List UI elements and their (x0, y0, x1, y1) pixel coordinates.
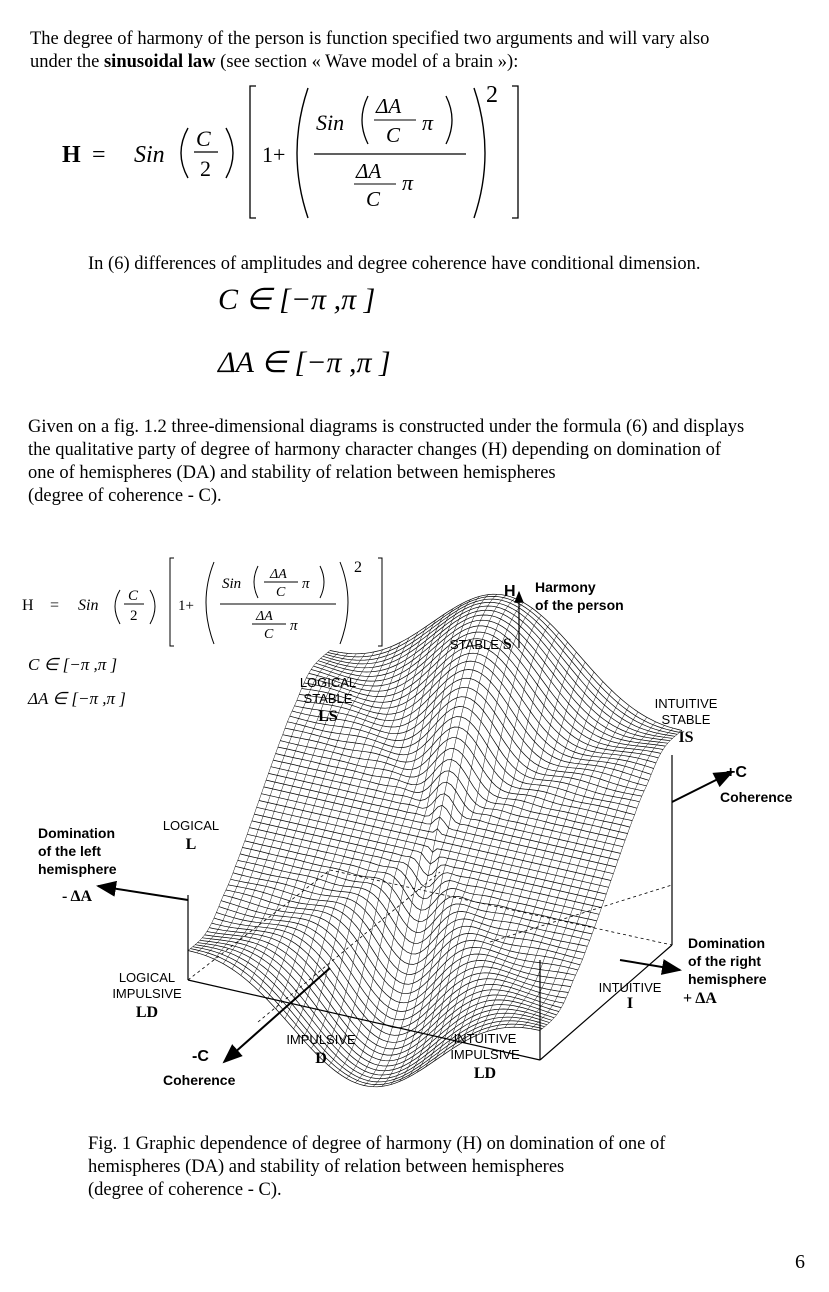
fig-formula-c: C (128, 588, 139, 604)
fig-c-range: C ∈ [−π ,π ] (28, 655, 118, 674)
label-logical (158, 818, 224, 856)
surface-line-a (443, 662, 585, 1055)
label-axis-h: H (504, 583, 516, 600)
formula-sin-2: Sin (316, 110, 345, 135)
surface-line-a (417, 633, 559, 1073)
c-range: C ∈ [−π ,π ] (218, 283, 376, 316)
label-logical-code: L (185, 836, 197, 853)
surface-line-c (330, 594, 682, 730)
surface-line-c (228, 885, 580, 984)
description-line-2: the qualitative party of degree of harmony character changes (H) depending on domination of (28, 440, 721, 460)
formula-two: 2 (200, 156, 211, 181)
label-dom-left (38, 824, 117, 878)
formula-pi-2: π (402, 170, 414, 195)
label-dom-left-2: of the left (38, 843, 101, 859)
label-stable (450, 636, 512, 654)
label-logical-stable-2: STABLE (303, 691, 353, 706)
box-back-dashed-4 (490, 885, 672, 942)
label-logical-stable (292, 675, 364, 727)
label-minus-a: - ΔA (62, 888, 93, 905)
formula-one-plus: 1+ (262, 142, 286, 167)
fig-a-range: ΔA ∈ [−π ,π ] (28, 689, 126, 708)
label-logical-stable-code: LS (318, 708, 338, 725)
description-line-3: one of hemispheres (DA) and stability of relation between hemispheres (28, 463, 556, 483)
label-intuitive-text: INTUITIVE (598, 980, 662, 995)
intro-line-2 (30, 51, 810, 74)
surface-line-a (382, 603, 524, 1087)
surface-line-c (316, 615, 668, 743)
label-intuitive-stable-code: IS (678, 729, 694, 746)
fig-formula-pi-1: π (302, 576, 310, 592)
caption-line-3: (degree of coherence - C). (88, 1180, 282, 1200)
label-logical-text: LOGICAL (162, 818, 220, 833)
label-plus-c: +C (726, 764, 747, 781)
intro-line-1: The degree of harmony of the person is function specified two arguments and will vary also (30, 29, 710, 49)
bracket-right (512, 86, 518, 218)
axis-minus-a-arrow (98, 886, 188, 900)
paren-left-1 (181, 128, 188, 178)
paren-right-2 (474, 88, 485, 218)
label-intuitive-impulsive-2: IMPULSIVE (450, 1047, 520, 1062)
label-logical-impulsive (108, 970, 186, 1024)
fig-formula-pi-2: π (290, 618, 298, 634)
formula-delta-a-2: ΔA (356, 159, 382, 183)
fig-formula-c-2: C (264, 627, 274, 642)
label-coherence-neg: Coherence (163, 1072, 236, 1088)
formula-delta-a-1: ΔA (376, 94, 402, 118)
fig-formula-h: H (22, 597, 34, 614)
figure-caption (88, 1133, 808, 1202)
label-logical-impulsive-1: LOGICAL (118, 970, 176, 985)
formula-sin: Sin (134, 142, 165, 168)
label-logical-impulsive-code: LD (135, 1004, 159, 1021)
surface-line-c (321, 606, 673, 738)
formula-c-num: C (196, 126, 211, 151)
label-intuitive-stable-1: INTUITIVE (654, 696, 718, 711)
fig-formula-two: 2 (130, 608, 138, 624)
label-dom-right-2: of the right (688, 953, 762, 969)
label-intuitive-impulsive (444, 1031, 526, 1085)
label-logical-impulsive-2: IMPULSIVE (112, 986, 182, 1001)
label-dom-right-1: Domination (688, 935, 765, 951)
surface-line-a (355, 594, 497, 1082)
surface-line-a (426, 642, 568, 1067)
description-line-1: Given on a fig. 1.2 three-dimensional diagrams is constructed under the formula (6) and displays (28, 417, 745, 437)
label-harmony (535, 578, 624, 614)
label-intuitive-impulsive-1: INTUITIVE (453, 1031, 517, 1046)
fig-formula-eq: = (50, 597, 60, 614)
label-intuitive-stable-2: STABLE (661, 712, 711, 727)
label-impulsive-code: D (315, 1050, 327, 1067)
fig-formula-c-1: C (276, 585, 286, 600)
caption-line-2: hemispheres (DA) and stability of relation between hemispheres (88, 1157, 565, 1177)
description-paragraph (28, 416, 818, 508)
label-stable-text: STABLE (450, 637, 499, 652)
label-dom-right (688, 934, 767, 988)
surface-line-a (373, 598, 515, 1086)
intro-paragraph (30, 28, 810, 74)
paren-left-3 (362, 96, 368, 144)
main-formula (50, 78, 550, 228)
label-impulsive-text: IMPULSIVE (286, 1032, 356, 1047)
note-line: In (6) differences of amplitudes and degree coherence have conditional dimension. (88, 254, 701, 274)
surface-line-a (452, 672, 594, 1049)
fig-formula-exp: 2 (354, 559, 362, 576)
description-line-4: (degree of coherence - C). (28, 486, 222, 506)
label-intuitive-stable (648, 696, 724, 748)
sinusoidal-law: sinusoidal law (103, 52, 216, 72)
label-dom-right-3: hemisphere (688, 971, 767, 987)
label-coherence-pos: Coherence (720, 789, 793, 805)
fig-formula-da-2: ΔA (256, 609, 273, 624)
page-number: 6 (795, 1251, 805, 1273)
axis-plus-a-arrow (620, 960, 680, 970)
formula-c-2: C (366, 187, 381, 211)
label-harmony-1: Harmony (535, 579, 596, 595)
paren-left-2 (297, 88, 308, 218)
surface-line-c (318, 610, 670, 741)
label-logical-stable-1: LOGICAL (299, 675, 357, 690)
label-plus-a: + ΔA (683, 990, 717, 1007)
label-dom-left-1: Domination (38, 825, 115, 841)
surface-line-a (434, 652, 576, 1061)
fig-formula-one-plus: 1+ (178, 598, 194, 614)
intro-line-2-pre: under the (30, 52, 104, 72)
formula-exponent: 2 (486, 82, 498, 108)
fig-formula-sin: Sin (78, 597, 99, 614)
intro-line-2-post: (see section « Wave model of a brain »): (215, 52, 519, 72)
label-intuitive-code: I (626, 995, 634, 1012)
formula-pi-1: π (422, 110, 434, 135)
label-minus-c: -C (192, 1048, 209, 1065)
surface-line-a (461, 682, 603, 1044)
formula-c-1: C (386, 123, 401, 147)
paren-right-1 (226, 128, 233, 178)
label-intuitive (594, 980, 666, 1012)
fig-formula-sin-2: Sin (222, 576, 242, 592)
label-intuitive-impulsive-code: LD (473, 1065, 497, 1082)
bracket-left (250, 86, 256, 218)
label-stable-code: S (502, 636, 512, 653)
surface-line-a (346, 595, 488, 1079)
fig-formula-da-1: ΔA (270, 567, 287, 582)
a-range: ΔA ∈ [−π ,π ] (218, 346, 391, 379)
label-dom-left-3: hemisphere (38, 861, 117, 877)
caption-line-1: Fig. 1 Graphic dependence of degree of harmony (H) on domination of one of (88, 1134, 666, 1154)
paren-right-3 (446, 96, 452, 144)
harmony-surface (188, 594, 682, 1087)
formula-eq: = (92, 142, 106, 168)
label-harmony-2: of the person (535, 597, 624, 613)
formula-h: H (62, 142, 81, 168)
label-impulsive (282, 1032, 360, 1070)
